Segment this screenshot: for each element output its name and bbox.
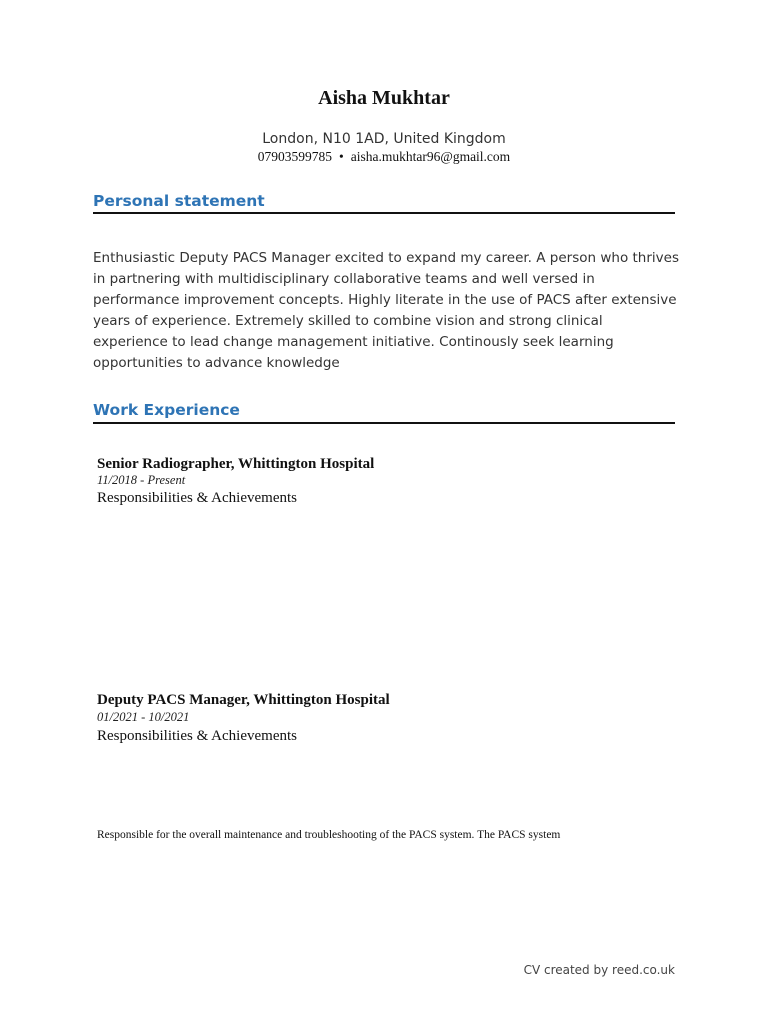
contact-separator: •: [339, 149, 344, 164]
personal-statement-text: Enthusiastic Deputy PACS Manager excited to expand my career. A person who thrives in partnering with multidisciplinary collaborative teams and well versed in performance improvement concepts. Highly literate in the use of PACS after extensive years of experience. Extremely skilled to combine vision and strong clinical experience to lead change management initiative. Continously seek learning opportunities to advance knowledge: [93, 250, 679, 371]
job-dates: 11/2018 - Present: [97, 473, 186, 487]
personal-statement-heading: Personal statement: [93, 192, 265, 210]
personal-statement-divider: [93, 212, 675, 214]
contact-line: [0, 149, 768, 165]
footer-credit: CV created by reed.co.uk: [523, 963, 675, 977]
phone-number: 07903599785: [257, 149, 333, 164]
job-description: Responsible for the overall maintenance and troubleshooting of the PACS system. The PACS system: [97, 829, 561, 841]
work-experience-heading: Work Experience: [93, 401, 240, 419]
job-subheading: Responsibilities & Achievements: [97, 490, 297, 506]
address: London, N10 1AD, United Kingdom: [262, 131, 506, 147]
work-experience-divider: [93, 422, 675, 424]
job-title: Senior Radiographer, Whittington Hospital: [97, 456, 375, 472]
email-address: aisha.mukhtar96@gmail.com: [350, 149, 511, 164]
job-subheading: Responsibilities & Achievements: [97, 728, 297, 744]
job-dates: 01/2021 - 10/2021: [97, 710, 190, 724]
job-title: Deputy PACS Manager, Whittington Hospital: [97, 692, 390, 708]
candidate-name: Aisha Mukhtar: [318, 87, 450, 109]
